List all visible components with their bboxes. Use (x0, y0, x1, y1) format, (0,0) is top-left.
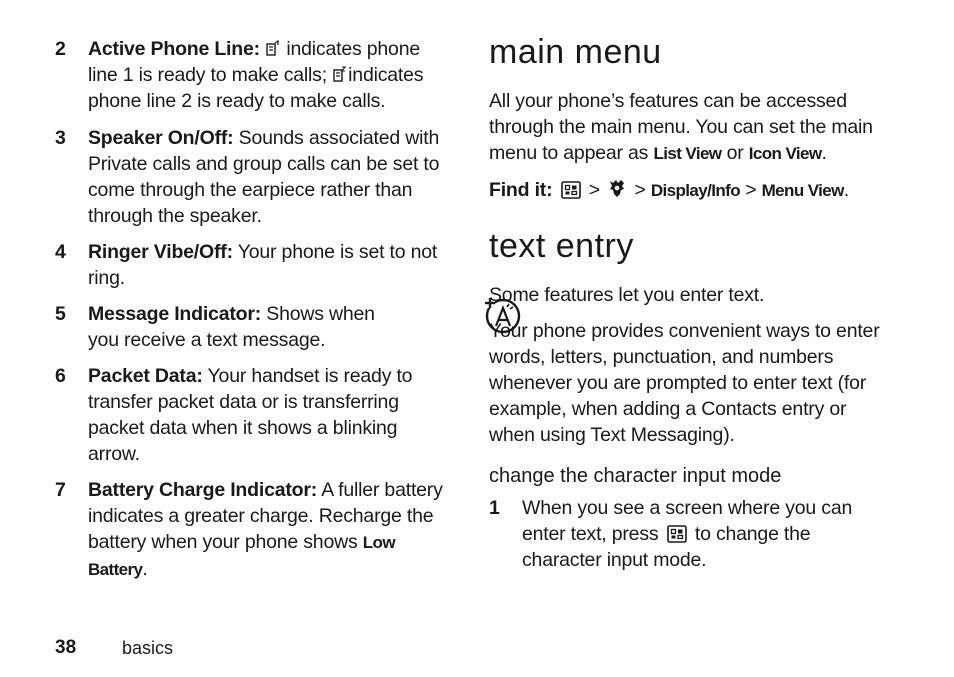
input-mode-subheading: change the character input mode (489, 465, 782, 487)
page-number: 38 (55, 637, 77, 658)
display-name: Menu View (761, 181, 844, 200)
paragraph-text: All your phone’s features can be accessed through the main menu. You can set the main menu to appear as (489, 90, 873, 164)
find-it-label: Find it: (489, 179, 553, 201)
list-item (55, 36, 450, 114)
item-label: Battery Charge Indicator: (88, 479, 318, 501)
item-text: indicates phone line 1 is ready to make calls; (88, 38, 420, 86)
item-text: Sounds associated with Private calls and group calls can be set to come through the earpiece rather than through the speaker. (88, 127, 440, 227)
step-text: When you see a screen where you can enter text, press (522, 497, 853, 545)
main-menu-paragraph (489, 88, 889, 167)
phone-line-icon (266, 40, 279, 56)
path-separator: > (740, 179, 762, 201)
list-item (55, 301, 450, 353)
phone-line-icon (333, 66, 346, 82)
text-entry-intro: Some features let you enter text. (489, 284, 765, 306)
section-name: basics (122, 638, 174, 658)
menu-key-icon (561, 180, 581, 198)
display-name: Low Battery (88, 533, 395, 579)
path-end: . (843, 179, 849, 201)
list-item (55, 125, 450, 229)
item-text-end: . (142, 558, 148, 580)
find-it-path (489, 177, 889, 204)
item-text: Shows when you receive a text message. (88, 303, 375, 351)
list-item (55, 363, 450, 467)
paragraph-text: or (721, 142, 749, 164)
item-number: 4 (55, 241, 66, 263)
item-text: indicates phone line 2 is ready to make calls. (88, 64, 424, 112)
menu-key-icon (667, 524, 687, 542)
item-text: Your handset is ready to transfer packet data or is transferring packet data when it shows a blinking arrow. (88, 365, 413, 465)
item-label: Speaker On/Off: (88, 127, 234, 149)
item-number: 6 (55, 365, 66, 387)
left-column (55, 36, 450, 583)
item-number: 7 (55, 479, 66, 501)
settings-gear-icon (608, 179, 626, 199)
item-text: A fuller battery indicates a greater charge. Recharge the battery when your phone shows (88, 479, 443, 553)
item-text: Your phone is set to not ring. (88, 241, 438, 289)
item-number: 5 (55, 303, 66, 325)
main-menu-heading: main menu (489, 33, 662, 71)
path-separator: > (629, 179, 651, 201)
path-separator: > (583, 179, 606, 201)
item-label: Message Indicator: (88, 303, 262, 325)
item-label: Ringer Vibe/Off: (88, 241, 233, 263)
item-label: Packet Data: (88, 365, 203, 387)
display-name: List View (653, 144, 722, 163)
item-number: 2 (55, 38, 66, 60)
text-entry-heading: text entry (489, 227, 634, 265)
step-item (489, 495, 889, 573)
text-entry-paragraph: Your phone provides convenient ways to enter words, letters, punctuation, and numbers whenever you are prompted to enter text (for example, when adding a Contacts entry or when using Text Messaging). (489, 320, 880, 446)
paragraph-text: . (821, 142, 827, 164)
display-name: Icon View (748, 144, 822, 163)
item-number: 3 (55, 127, 66, 149)
step-number: 1 (489, 497, 500, 519)
right-column (489, 30, 889, 573)
list-item (55, 477, 450, 583)
page-footer (55, 636, 174, 660)
display-name: Display/Info (650, 181, 740, 200)
step-text: to change the character input mode. (522, 523, 811, 571)
list-item (55, 239, 450, 291)
item-label: Active Phone Line: (88, 38, 260, 60)
